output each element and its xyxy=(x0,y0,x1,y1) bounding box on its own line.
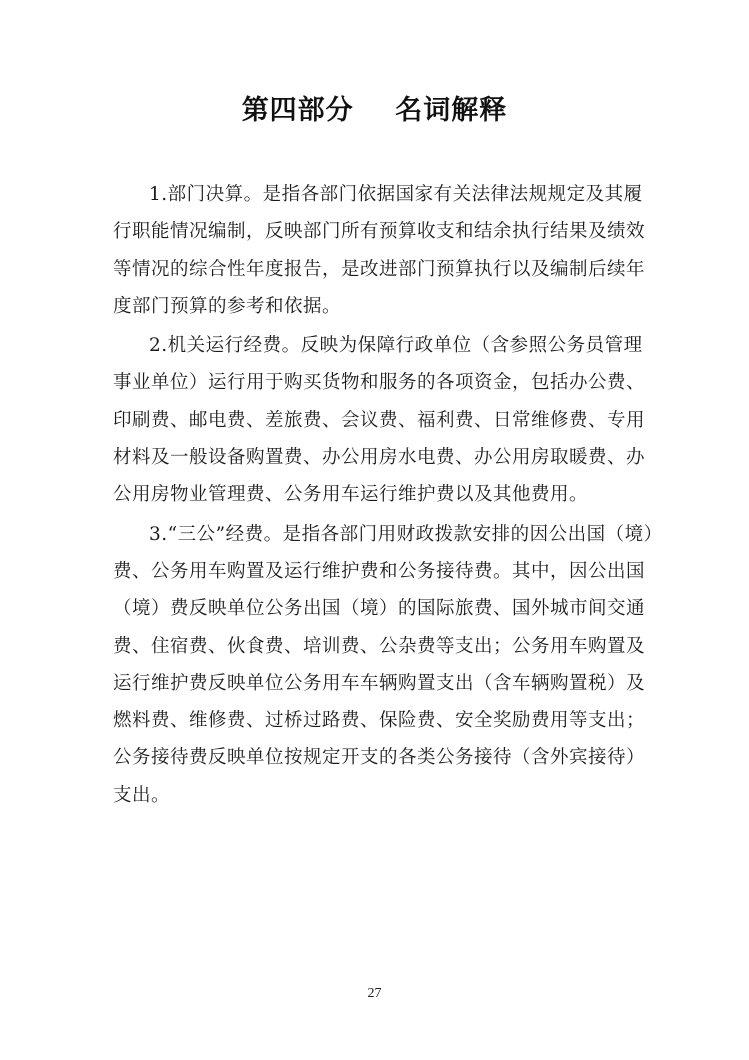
paragraph-line: 材料及一般设备购置费、办公用房水电费、办公用房取暖费、办 xyxy=(113,447,646,469)
definition-paragraph-3 xyxy=(113,516,663,814)
paragraph-line: 燃料费、维修费、过桥过路费、保险费、安全奖励费用等支出； xyxy=(113,710,646,732)
paragraph-line: 印刷费、邮电费、差旅费、会议费、福利费、日常维修费、专用 xyxy=(113,409,646,431)
paragraph-line: 费、住宿费、伙食费、培训费、公杂费等支出；公务用车购置及 xyxy=(113,635,646,657)
paragraph-line: 1.部门决算。是指各部门依据国家有关法律法规规定及其履 xyxy=(149,184,643,205)
definition-paragraph-2 xyxy=(113,327,646,513)
definition-paragraph-1 xyxy=(113,176,646,325)
paragraph-line: 公用房物业管理费、公务用车运行维护费以及其他费用。 xyxy=(113,484,589,506)
page-number: 27 xyxy=(367,986,382,1001)
paragraph-line: （境）费反映单位公务出国（境）的国际旅费、国外城市间交通 xyxy=(113,598,646,620)
page-title: 第四部分 名词解释 xyxy=(241,95,508,126)
paragraph-line: 费、公务用车购置及运行维护费和公务接待费。其中，因公出国 xyxy=(113,560,646,582)
paragraph-line: 运行维护费反映单位公务用车车辆购置支出（含车辆购置税）及 xyxy=(113,672,646,694)
document-body xyxy=(113,176,663,814)
paragraph-line: 度部门预算的参考和依据。 xyxy=(113,295,342,317)
paragraph-line: 2.机关运行经费。反映为保障行政单位（含参照公务员管理 xyxy=(149,335,643,357)
paragraph-line: 支出。 xyxy=(113,784,171,806)
paragraph-line: 行职能情况编制，反映部门所有预算收支和结余执行结果及绩效 xyxy=(113,221,646,243)
paragraph-line: 等情况的综合性年度报告，是改进部门预算执行以及编制后续年 xyxy=(113,258,646,280)
paragraph-line: 公务接待费反映单位按规定开支的各类公务接待（含外宾接待） xyxy=(113,747,646,769)
paragraph-line: 3.“三公”经费。是指各部门用财政拨款安排的因公出国（境） xyxy=(149,523,663,545)
paragraph-line: 事业单位）运行用于购买货物和服务的各项资金，包括办公费、 xyxy=(113,372,646,394)
